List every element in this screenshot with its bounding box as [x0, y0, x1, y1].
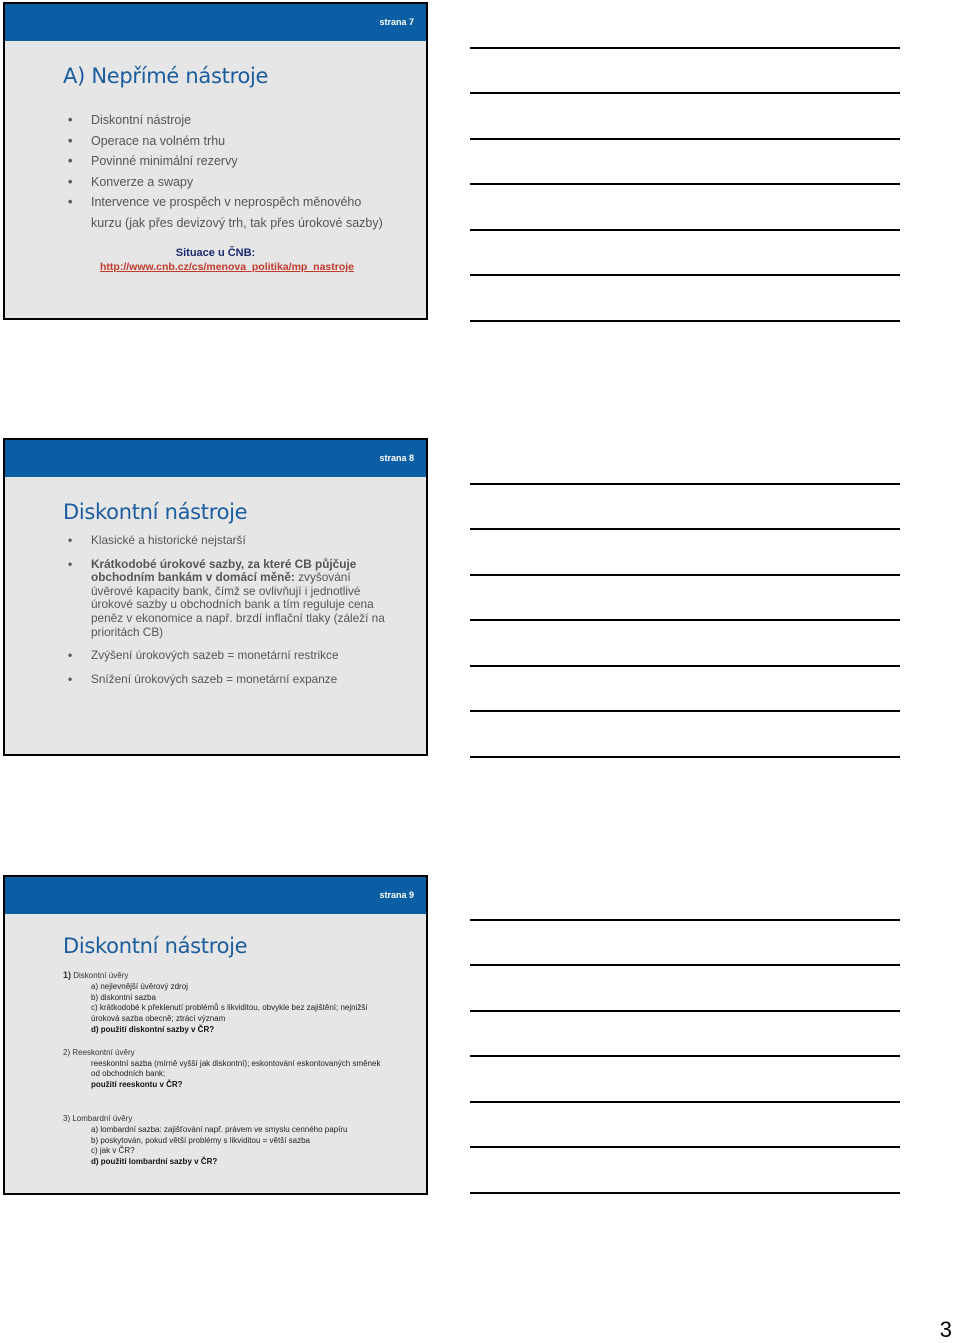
section-heading: 3) Lombardní úvěry: [63, 1113, 133, 1123]
note-line: [470, 1146, 900, 1148]
slide-title: Diskontní nástroje: [63, 500, 248, 524]
list-item: • Snížení úrokových sazeb = monetární expanze: [68, 671, 338, 686]
section-line: úroková sazba obecně; ztrácí význam: [91, 1014, 226, 1024]
note-line: [470, 274, 900, 276]
list-item: • Klasické a historické nejstarší: [68, 533, 246, 547]
section-line: b) poskytován, pokud větší problémy s likviditou = větší sazba: [91, 1135, 310, 1145]
list-item: • Intervence ve prospěch v neprospěch měnového kurzu (jak přes devizový trh, tak přes úrokové sazby): [68, 195, 383, 230]
slide-strana-8: [3, 438, 428, 756]
bullet-list: [65, 534, 415, 696]
note-line: [470, 619, 900, 621]
slide-header-bar: [5, 877, 426, 914]
note-line: [470, 528, 900, 530]
note-line: [470, 47, 900, 49]
note-line: [470, 1192, 900, 1194]
note-line: [470, 574, 900, 576]
section-line: a) nejlevnější úvěrový zdroj: [91, 981, 188, 991]
note-line: [470, 320, 900, 322]
note-line: [470, 919, 900, 921]
slide-body: [63, 970, 413, 1168]
page-number: 3: [939, 1317, 952, 1342]
section-heading: 1) Diskontní úvěry: [63, 970, 129, 980]
slide-title: Diskontní nástroje: [63, 934, 248, 958]
slide-title: A) Nepřímé nástroje: [63, 64, 269, 88]
list-item: • Zvýšení úrokových sazeb = monetární restrikce: [68, 648, 339, 663]
slide-strana-7: [3, 2, 428, 320]
note-line: [470, 92, 900, 94]
slide-header-bar: [5, 440, 426, 477]
section-heading: 2) Reeskontní úvěry: [63, 1047, 135, 1057]
section-question: d) použití lombardní sazby v ČR?: [91, 1157, 218, 1167]
note-line: [470, 483, 900, 485]
note-line: [470, 183, 900, 185]
note-line: [470, 138, 900, 140]
slide-page-label: strana 8: [379, 453, 414, 463]
slide-page-label: strana 7: [379, 17, 414, 27]
note-line: [470, 1101, 900, 1103]
note-line: [470, 756, 900, 758]
section-question: d) použití diskontní sazby v ČR?: [91, 1024, 215, 1034]
note-line: [470, 964, 900, 966]
bullet-list: [65, 110, 383, 233]
section-line: od obchodních bank;: [91, 1069, 166, 1079]
cnb-link[interactable]: http://www.cnb.cz/cs/menova_politika/mp_nastroje: [100, 261, 354, 273]
slide-strana-9: [3, 875, 428, 1195]
section-line: reeskontní sazba (mírně vyšší jak diskontní); eskontování eskontovaných směnek: [91, 1058, 381, 1068]
list-item: • Diskontní nástroje: [68, 113, 192, 127]
note-line: [470, 229, 900, 231]
list-item: • Povinné minimální rezervy: [68, 154, 238, 168]
note-line: [470, 1055, 900, 1057]
note-line: [470, 1010, 900, 1012]
slide-page-label: strana 9: [379, 890, 414, 900]
section-line: c) krátkodobé k překlenutí problémů s likviditou, obvykle bez zajištění; nejnižší: [91, 1003, 368, 1013]
section-line: c) jak v ČR?: [91, 1146, 135, 1156]
list-item: • Krátkodobé úrokové sazby, za které CB půjčuje obchodním bankám v domácí měně: zvyšování úvěrové kapacity bank, čímž se ovlivňují i jednotlivé úrokové sazby u obchodních bank a tím reguluje cena peněz v ekonomice a např. brzdí inflační tlaky (záleží na prioritách CB): [68, 556, 385, 639]
list-item: • Operace na volném trhu: [68, 133, 226, 148]
note-line: [470, 710, 900, 712]
section-question: použití reeskontu v ČR?: [91, 1080, 183, 1090]
situation-label: Situace u ČNB:: [175, 247, 256, 259]
section-line: b) diskontní sazba: [91, 992, 156, 1002]
section-line: a) lombardní sazba: zajišťování např. právem ve smyslu cenného papíru: [91, 1124, 348, 1134]
slide-header-bar: [5, 4, 426, 41]
note-line: [470, 665, 900, 667]
list-item: • Konverze a swapy: [68, 174, 194, 189]
